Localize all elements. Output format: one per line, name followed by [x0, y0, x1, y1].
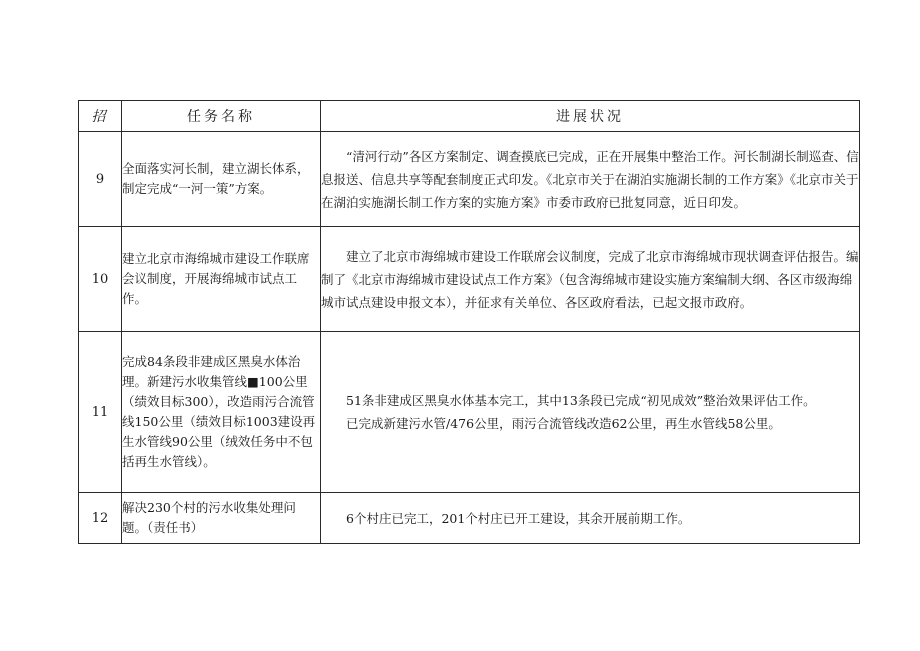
- status-paragraph: 6个村庄已完工，201个村庄已开工建设，其余开展前期工作。: [346, 510, 691, 526]
- task-name-cell: 建立北京市海绵城市建设工作联席会议制度，开展海绵城市试点工作。: [122, 227, 321, 332]
- status-paragraph: 已完成新建污水管/476公里，雨污合流管线改造62公里，再生水管线58公里。: [346, 416, 781, 431]
- row-number: 12: [79, 493, 122, 544]
- row-number: 10: [79, 227, 122, 332]
- table-row: [79, 132, 860, 227]
- progress-table: [78, 100, 860, 544]
- row-number: 11: [79, 332, 122, 493]
- progress-status-cell: [321, 493, 860, 544]
- task-name-cell: 完成84条段非建成区黑臭水体治理。新建污水收集管线■100公里（绩效目标300），改造雨污合流管线150公里（绩效目标1003建设再生水管线90公里（绒效任务中不包括再生水管线）。: [122, 332, 321, 493]
- progress-status-cell: [321, 132, 860, 227]
- progress-status-cell: [321, 227, 860, 332]
- header-number: 招: [79, 101, 122, 132]
- status-paragraph: “清河行动”各区方案制定、调查摸底已完成，正在开展集中整治工作。河长制湖长制巡查、信息报送、信息共享等配套制度正式印发。《北京市关于在湖泊实施湖长制的工作方案》《北京市关于在湖泊实施湖长制工作方案的实施方案》市委市政府已批复同意，近日印发。: [321, 148, 859, 210]
- table-row: [79, 493, 860, 544]
- row-number: 9: [79, 132, 122, 227]
- progress-status-cell: [321, 332, 860, 493]
- header-progress-status: 进展状况: [321, 101, 860, 132]
- table-row: [79, 227, 860, 332]
- header-task-name: 任务名称: [122, 101, 321, 132]
- header-row: [79, 101, 860, 132]
- status-paragraph: 建立了北京市海绵城市建设工作联席会议制度，完成了北京市海绵城市现状调查评估报告。编制了《北京市海绵城市建设试点工作方案》（包含海绵城市建设实施方案编制大纲、各区市级海绵城市试点建设申报文本），并征求有关单位、各区政府看法，已起文报市政府。: [321, 248, 859, 310]
- task-name-cell: 解决230个村的污水收集处理问题。（责任书）: [122, 493, 321, 544]
- task-name-cell: 全面落实河长制，建立湖长体系，制定完成“一河一策”方案。: [122, 132, 321, 227]
- status-paragraph: 51条非建成区黑臭水体基本完工，其中13条段已完成“初见成效”整治效果评估工作。: [346, 393, 816, 408]
- table-row: [79, 332, 860, 493]
